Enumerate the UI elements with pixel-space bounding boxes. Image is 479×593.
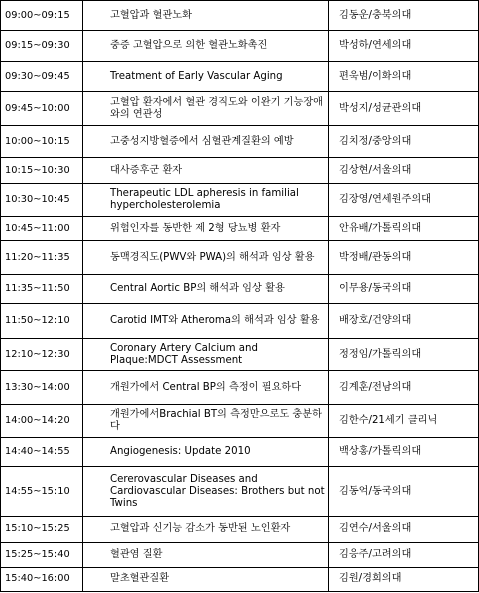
speaker-affiliation: 김치정/중앙의대 — [329, 125, 479, 158]
session-title: 개원가에서 Central BP의 측정이 필요하다 — [83, 371, 329, 405]
session-time: 13:30~14:00 — [1, 371, 83, 405]
session-time: 14:40~14:55 — [1, 437, 83, 466]
schedule-row — [1, 542, 479, 567]
session-time: 15:40~16:00 — [1, 567, 83, 591]
speaker-affiliation: 김계훈/전남의대 — [329, 371, 479, 405]
speaker-affiliation: 김원/경희의대 — [329, 567, 479, 591]
schedule-row — [1, 466, 479, 516]
schedule-row — [1, 304, 479, 339]
schedule-row — [1, 274, 479, 303]
schedule-row — [1, 338, 479, 371]
session-time: 09:45~10:00 — [1, 92, 83, 126]
session-title: 위험인자를 동반한 제 2형 당뇨병 환자 — [83, 217, 329, 241]
session-title: 말초혈관질환 — [83, 567, 329, 591]
session-time: 10:00~10:15 — [1, 125, 83, 158]
speaker-affiliation: 정정임/가톨릭의대 — [329, 338, 479, 371]
schedule-row — [1, 1, 479, 31]
schedule-row — [1, 437, 479, 466]
speaker-affiliation: 김연수/서울의대 — [329, 517, 479, 542]
schedule-row — [1, 92, 479, 126]
session-title: Carotid IMT와 Atheroma의 해석과 임상 활용 — [83, 304, 329, 339]
session-time: 11:20~11:35 — [1, 241, 83, 275]
session-time: 09:15~09:30 — [1, 31, 83, 61]
session-title: 고혈압 환자에서 혈관 경직도와 이완기 기능장애와의 연관성 — [83, 92, 329, 126]
speaker-affiliation: 백상홍/가톨릭의대 — [329, 437, 479, 466]
speaker-affiliation: 배장호/건양의대 — [329, 304, 479, 339]
speaker-affiliation: 김응주/고려의대 — [329, 542, 479, 567]
session-time: 09:30~09:45 — [1, 61, 83, 91]
speaker-affiliation: 박성지/성균관의대 — [329, 92, 479, 126]
session-title: 고혈압과 혈관노화 — [83, 1, 329, 31]
session-title: 중증 고혈압으로 의한 혈관노화촉진 — [83, 31, 329, 61]
speaker-affiliation: 편욱범/이화의대 — [329, 61, 479, 91]
schedule-row — [1, 31, 479, 61]
speaker-affiliation: 김상현/서울의대 — [329, 158, 479, 183]
session-time: 12:10~12:30 — [1, 338, 83, 371]
session-time: 15:10~15:25 — [1, 517, 83, 542]
speaker-affiliation: 김동억/동국의대 — [329, 466, 479, 516]
session-time: 10:15~10:30 — [1, 158, 83, 183]
session-time: 14:00~14:20 — [1, 405, 83, 438]
session-title: Therapeutic LDL apheresis in familial hypercholesterolemia — [83, 183, 329, 217]
speaker-affiliation: 김동운/충북의대 — [329, 1, 479, 31]
speaker-affiliation: 김한수/21세기 클리닉 — [329, 405, 479, 438]
session-time: 09:00~09:15 — [1, 1, 83, 31]
schedule-row — [1, 183, 479, 217]
speaker-affiliation: 김장영/연세원주의대 — [329, 183, 479, 217]
schedule-row — [1, 567, 479, 591]
speaker-affiliation: 박정배/관동의대 — [329, 241, 479, 275]
speaker-affiliation: 박성하/연세의대 — [329, 31, 479, 61]
session-time: 10:30~10:45 — [1, 183, 83, 217]
session-time: 10:45~11:00 — [1, 217, 83, 241]
session-title: 개원가에서Brachial BT의 측정만으로도 충분하다 — [83, 405, 329, 438]
session-title: Cererovascular Diseases and Cardiovascular Diseases: Brothers but not Twins — [83, 466, 329, 516]
schedule-row — [1, 405, 479, 438]
session-time: 15:25~15:40 — [1, 542, 83, 567]
speaker-affiliation: 이무용/동국의대 — [329, 274, 479, 303]
session-title: 고중성지방혈증에서 심혈관계질환의 예방 — [83, 125, 329, 158]
schedule-row — [1, 517, 479, 542]
schedule-body — [1, 1, 479, 592]
session-time: 11:35~11:50 — [1, 274, 83, 303]
session-title: Angiogenesis: Update 2010 — [83, 437, 329, 466]
session-time: 14:55~15:10 — [1, 466, 83, 516]
schedule-row — [1, 371, 479, 405]
speaker-affiliation: 안유배/가톨릭의대 — [329, 217, 479, 241]
session-title: Treatment of Early Vascular Aging — [83, 61, 329, 91]
session-title: 고혈압과 신기능 감소가 동반된 노인환자 — [83, 517, 329, 542]
schedule-row — [1, 158, 479, 183]
session-time: 11:50~12:10 — [1, 304, 83, 339]
schedule-row — [1, 241, 479, 275]
session-title: Central Aortic BP의 해석과 임상 활용 — [83, 274, 329, 303]
schedule-row — [1, 61, 479, 91]
schedule-row — [1, 217, 479, 241]
session-title: 혈관염 질환 — [83, 542, 329, 567]
session-title: 동맥경직도(PWV와 PWA)의 해석과 임상 활용 — [83, 241, 329, 275]
schedule-row — [1, 125, 479, 158]
session-title: Coronary Artery Calcium and Plaque:MDCT Assessment — [83, 338, 329, 371]
session-title: 대사증후군 환자 — [83, 158, 329, 183]
